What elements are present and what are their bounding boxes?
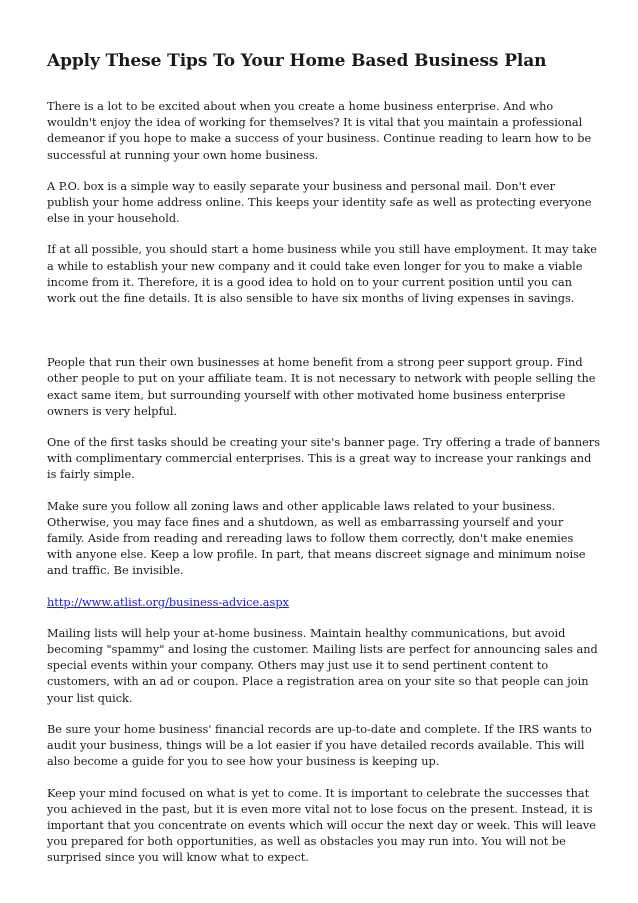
paragraph-intro: There is a lot to be excited about when you create a home business enterprise. And who wouldn't enjoy the idea of working for themselves? It is vital that you maintain a professional demeanor if you hope to make a success of your business. Continue reading to learn how to be successful at running your own home business. [47, 100, 592, 162]
paragraph-focus-future: Keep your mind focused on what is yet to come. It is important to celebrate the successes that you achieved in the past, but it is even more vital not to lose focus on the present. Instead, it is important that you concentrate on events which will occur the next day or week. This will leave you prepared for both opportunities, as well as obstacles you may run into. You will not be surprised since you will know what to expect. [47, 786, 596, 865]
business-advice-link[interactable]: http://www.atlist.org/business-advice.aspx [47, 595, 289, 609]
paragraph-financial-records: Be sure your home business' financial records are up-to-date and complete. If the IRS wants to audit your business, things will be a lot easier if you have detailed records available. This will also become a guide for you to see how your business is keeping up. [47, 722, 592, 769]
paragraph-start-while-employed: If at all possible, you should start a home business while you still have employment. It may take a while to establish your new company and it could take even longer for you to make a viable income from it. Therefore, it is a good idea to hold on to your current position until you can work out the fine details. It is also sensible to have six months of living expenses in savings. [47, 243, 597, 306]
paragraph-zoning-laws: Make sure you follow all zoning laws and other applicable laws related to your business. Otherwise, you may face fines and a shutdown, as well as embarrassing yourself and your family. Aside from reading and rereading laws to follow them correctly, don't make enemies with anyone else. Keep a low profile. In part, that means discreet signage and minimum noise and traffic. Be invisible. [47, 499, 586, 578]
document-title: Apply These Tips To Your Home Based Business Plan [47, 51, 547, 71]
paragraph-banner-page: One of the first tasks should be creating your site's banner page. Try offering a trade of banners with complimentary commercial enterprises. This is a great way to increase your rankings and is fairly simple. [47, 436, 600, 482]
document-page [47, 50, 600, 882]
paragraph-po-box: A P.O. box is a simple way to easily separate your business and personal mail. Don't ever publish your home address online. This keeps your identity safe as well as protecting everyone else in your household. [47, 179, 592, 226]
paragraph-mailing-lists: Mailing lists will help your at-home business. Maintain healthy communications, but avoid becoming "spammy" and losing the customer. Mailing lists are perfect for announcing sales and special events within your company. Others may just use it to send pertinent content to customers, with an ad or coupon. Place a registration area on your site so that people can join your list quick. [47, 626, 598, 705]
paragraph-peer-support: People that run their own businesses at home benefit from a strong peer support group. Find other people to put on your affiliate team. It is not necessary to network with people selling the exact same item, but surrounding yourself with other motivated home business enterprise owners is very helpful. [47, 356, 596, 418]
